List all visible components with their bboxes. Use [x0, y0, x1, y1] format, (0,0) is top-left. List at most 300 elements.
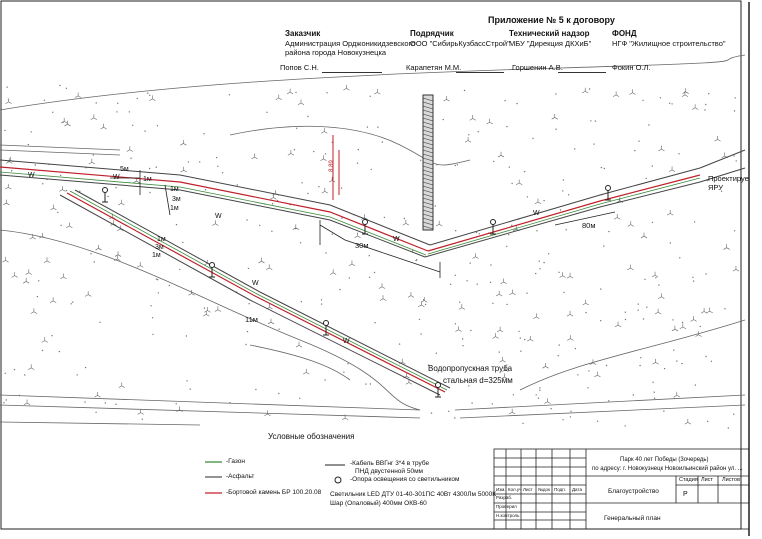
survey-point — [142, 419, 143, 420]
survey-point — [589, 88, 590, 89]
survey-point — [266, 112, 267, 113]
tree-symbol — [408, 292, 414, 297]
stamp-sheets-header: Листов — [722, 477, 740, 483]
tree-symbol — [252, 154, 258, 159]
survey-point — [420, 333, 421, 334]
survey-point — [640, 357, 641, 358]
tree-symbol — [380, 295, 386, 300]
survey-point — [575, 348, 576, 349]
legend-ball: Шар (Опаловый) 400мм ОКВ-60 — [330, 500, 427, 507]
culvert-structure — [423, 95, 433, 230]
survey-point — [555, 129, 556, 130]
survey-point — [357, 163, 358, 164]
survey-point — [296, 128, 297, 129]
survey-point — [681, 363, 682, 364]
survey-point — [152, 334, 153, 335]
tree-symbol — [60, 273, 66, 278]
vertical-marker-label: 8.89 — [328, 160, 335, 172]
legend-title: Условные обозначения — [268, 432, 355, 441]
legend-lawn: -Газон — [226, 458, 245, 465]
survey-point — [633, 394, 634, 395]
survey-point — [692, 277, 693, 278]
dim-3m: 3м — [172, 196, 181, 203]
survey-point — [470, 330, 471, 331]
stamp-col-ndoc: №док — [538, 487, 550, 492]
tree-symbol — [96, 245, 102, 250]
survey-point — [222, 172, 223, 173]
survey-point — [682, 322, 683, 323]
survey-point — [634, 150, 635, 151]
survey-point — [595, 120, 596, 121]
stamp-project-line2: по адресу: г. Новокузнецк Новоильинский район ул. ... — [592, 466, 743, 472]
tree-symbol — [61, 118, 67, 123]
survey-point — [60, 175, 61, 176]
dim-80m: 80м — [582, 221, 596, 230]
survey-point — [307, 116, 308, 117]
survey-point — [518, 331, 519, 332]
survey-point — [52, 112, 53, 113]
survey-point — [570, 411, 571, 412]
survey-point — [562, 419, 563, 420]
survey-point — [190, 388, 191, 389]
tree-symbol — [496, 291, 502, 296]
survey-point — [204, 307, 205, 308]
survey-point — [6, 399, 7, 400]
survey-point — [72, 301, 73, 302]
survey-point — [71, 303, 72, 304]
survey-point — [652, 382, 653, 383]
survey-point — [176, 403, 177, 404]
survey-point — [524, 339, 525, 340]
existing-label-line1: Проектируе — [708, 174, 749, 183]
dim-1m-a: 1м — [143, 176, 152, 183]
survey-point — [374, 322, 375, 323]
survey-point — [6, 86, 7, 87]
tree-symbol — [85, 291, 91, 296]
survey-point — [3, 402, 4, 403]
survey-point — [506, 304, 507, 305]
survey-point — [90, 253, 91, 254]
tree-symbol — [692, 104, 698, 109]
survey-point — [60, 225, 61, 226]
tree-symbol — [552, 114, 558, 119]
survey-point — [708, 93, 709, 94]
survey-point — [462, 338, 463, 339]
tree-symbol — [59, 186, 65, 191]
survey-point — [169, 285, 170, 286]
tree-symbol — [641, 233, 647, 238]
survey-point — [11, 170, 12, 171]
survey-point — [724, 308, 725, 309]
survey-point — [107, 196, 108, 197]
tree-symbol — [127, 146, 133, 151]
tree-symbol — [685, 419, 691, 424]
tree-symbol — [567, 311, 573, 316]
tree-symbol — [653, 359, 659, 364]
survey-point — [299, 398, 300, 399]
survey-point — [455, 275, 456, 276]
survey-point — [520, 351, 521, 352]
survey-point — [147, 92, 148, 93]
tree-symbol — [23, 278, 29, 283]
survey-point — [459, 302, 460, 303]
survey-point — [318, 186, 319, 187]
survey-point — [563, 292, 564, 293]
survey-point — [644, 279, 645, 280]
tree-symbol — [180, 140, 186, 145]
survey-point — [648, 124, 649, 125]
tree-symbol — [330, 269, 336, 274]
tree-symbol — [629, 89, 635, 94]
light-pole-lamp — [363, 220, 368, 225]
survey-point — [652, 165, 653, 166]
tree-symbol — [627, 265, 633, 270]
survey-point — [217, 166, 218, 167]
survey-point — [543, 262, 544, 263]
survey-point — [341, 218, 342, 219]
light-pole-lamp — [210, 263, 215, 268]
survey-point — [156, 278, 157, 279]
tree-symbol — [379, 283, 385, 288]
survey-point — [471, 402, 472, 403]
stamp-role-checker: Проверил — [496, 504, 517, 509]
tree-symbol — [567, 335, 573, 340]
drawing-frame — [1, 1, 741, 529]
dim-1m-c: 1м — [170, 205, 179, 212]
light-pole-lamp — [436, 383, 441, 388]
survey-point — [382, 141, 383, 142]
tree-symbol — [266, 264, 272, 269]
tree-symbol — [3, 200, 9, 205]
survey-point — [295, 92, 296, 93]
survey-point — [137, 98, 138, 99]
cable-marker-w3: W — [215, 213, 222, 220]
survey-point — [377, 126, 378, 127]
tree-symbol — [403, 220, 409, 225]
survey-point — [435, 205, 436, 206]
survey-point — [522, 423, 523, 424]
tree-symbol — [138, 409, 144, 414]
survey-point — [416, 259, 417, 260]
tree-symbol — [674, 392, 680, 397]
tree-symbol — [628, 221, 634, 226]
tree-symbol — [707, 308, 713, 313]
survey-point — [37, 296, 38, 297]
tree-symbol — [567, 273, 573, 278]
survey-point — [559, 344, 560, 345]
dim-5m: 5м — [120, 166, 129, 173]
survey-point — [66, 88, 67, 89]
survey-point — [203, 133, 204, 134]
survey-point — [371, 169, 372, 170]
survey-point — [384, 217, 385, 218]
survey-point — [369, 277, 370, 278]
tree-symbol — [50, 205, 56, 210]
survey-point — [539, 261, 540, 262]
survey-point — [14, 369, 15, 370]
survey-point — [562, 190, 563, 191]
tree-symbols — [3, 85, 739, 424]
light-poles — [102, 186, 611, 398]
light-pole-lamp — [103, 188, 108, 193]
legend-curb: -Бортовой камень БР 100.20.08 — [226, 489, 322, 496]
survey-point — [399, 343, 400, 344]
culvert-label-line2: стальная d=325мм — [443, 376, 513, 385]
survey-point — [374, 272, 375, 273]
survey-point — [462, 345, 463, 346]
survey-point — [506, 126, 507, 127]
contractor-body: ООО "СибирьКузбассСтрой" — [410, 39, 510, 48]
supervision-title: Технический надзор — [509, 29, 590, 38]
tree-symbol — [501, 278, 507, 283]
survey-point — [332, 234, 333, 235]
survey-point — [601, 167, 602, 168]
survey-point — [694, 221, 695, 222]
survey-point — [563, 179, 564, 180]
survey-point — [248, 303, 249, 304]
survey-point — [255, 389, 256, 390]
survey-point — [577, 374, 578, 375]
survey-point — [367, 126, 368, 127]
survey-point — [560, 209, 561, 210]
tree-symbol — [5, 184, 11, 189]
survey-point — [99, 322, 100, 323]
stamp-sheet-name: Генеральный план — [604, 515, 661, 522]
survey-point — [93, 154, 94, 155]
survey-point — [5, 373, 6, 374]
survey-point — [654, 398, 655, 399]
tree-symbol — [203, 311, 209, 316]
survey-point — [499, 351, 500, 352]
survey-point — [272, 203, 273, 204]
survey-point — [490, 282, 491, 283]
survey-point — [321, 303, 322, 304]
tree-symbol — [652, 272, 658, 277]
legend-pole-swatch — [335, 477, 341, 483]
tree-symbol — [516, 180, 522, 185]
survey-point — [693, 280, 694, 281]
survey-point — [94, 261, 95, 262]
tree-symbol — [215, 306, 221, 311]
survey-point — [66, 190, 67, 191]
tree-symbol — [374, 89, 380, 94]
tree-symbol — [533, 313, 539, 318]
survey-point — [548, 253, 549, 254]
survey-point — [538, 398, 539, 399]
survey-point — [115, 404, 116, 405]
existing-label-line2: ЯРУ — [708, 183, 724, 192]
tree-symbol — [119, 382, 125, 387]
dim-11m: 11м — [245, 315, 258, 324]
survey-point — [587, 387, 588, 388]
cable-marker-w1: W — [28, 172, 35, 179]
survey-point — [655, 277, 656, 278]
survey-point — [492, 403, 493, 404]
tree-symbol — [594, 372, 600, 377]
tree-symbol — [44, 257, 50, 262]
survey-point — [646, 178, 647, 179]
tree-symbol — [296, 342, 302, 347]
dim-1m-e: 1м — [152, 252, 161, 259]
survey-point — [728, 427, 729, 428]
tree-symbol — [669, 166, 675, 171]
contractor-title: Подрядчик — [410, 29, 454, 38]
survey-point — [652, 222, 653, 223]
survey-point — [625, 425, 626, 426]
tree-symbol — [614, 214, 620, 219]
tree-symbol — [100, 124, 106, 129]
survey-points — [3, 85, 737, 429]
survey-point — [476, 232, 477, 233]
culvert-label-line1: Водопропускная труба — [428, 364, 513, 373]
survey-point — [404, 218, 405, 219]
terrain-contours — [0, 55, 745, 425]
stamp-project-line1: Парк 40 лет Победы (3очередь) — [620, 457, 709, 463]
survey-point — [84, 401, 85, 402]
tree-symbol — [343, 85, 349, 90]
tree-symbol — [12, 272, 18, 277]
survey-point — [176, 224, 177, 225]
survey-point — [734, 110, 735, 111]
survey-point — [588, 370, 589, 371]
survey-point — [600, 288, 601, 289]
appendix-title: Приложение № 5 к договору — [488, 15, 615, 25]
survey-point — [532, 138, 533, 139]
survey-point — [671, 103, 672, 104]
survey-point — [454, 417, 455, 418]
survey-point — [608, 231, 609, 232]
survey-point — [736, 160, 737, 161]
dim-3m-b: 3м — [155, 244, 164, 251]
survey-point — [347, 363, 348, 364]
survey-point — [493, 161, 494, 162]
survey-point — [643, 318, 644, 319]
survey-point — [157, 125, 158, 126]
survey-point — [425, 304, 426, 305]
tree-symbol — [212, 220, 218, 225]
tree-symbol — [421, 297, 427, 302]
survey-point — [95, 412, 96, 413]
survey-point — [735, 97, 736, 98]
survey-point — [492, 303, 493, 304]
survey-point — [516, 103, 517, 104]
tree-symbol — [527, 336, 533, 341]
tree-symbol — [680, 323, 686, 328]
tree-symbol — [42, 337, 48, 342]
tree-symbol — [75, 92, 81, 97]
survey-point — [660, 97, 661, 98]
survey-point — [639, 365, 640, 366]
dim-1m-d: 1м — [157, 236, 166, 243]
survey-point — [663, 410, 664, 411]
tree-symbol — [667, 210, 673, 215]
survey-point — [115, 187, 116, 188]
survey-point — [638, 141, 639, 142]
signature-3: Горшенин А.В. — [512, 63, 563, 72]
tree-symbol — [298, 99, 304, 104]
dim-30m: 30м — [355, 241, 369, 250]
stamp-col-podp: Подп. — [554, 487, 566, 492]
fund-body: НГФ "Жилищное строительство" — [612, 39, 726, 48]
tree-symbol — [91, 114, 97, 119]
survey-point — [96, 102, 97, 103]
tree-symbol — [655, 309, 661, 314]
survey-point — [35, 164, 36, 165]
light-pole-lamp — [324, 321, 329, 326]
survey-point — [604, 168, 605, 169]
fund-title: ФОНД — [612, 29, 637, 38]
survey-point — [443, 119, 444, 120]
survey-point — [733, 414, 734, 415]
survey-point — [229, 94, 230, 95]
tree-symbol — [509, 289, 515, 294]
tree-symbol — [691, 316, 697, 321]
tree-symbol — [303, 369, 309, 374]
survey-point — [672, 319, 673, 320]
cable-marker-w7: W — [393, 236, 400, 243]
survey-point — [365, 383, 366, 384]
survey-point — [149, 192, 150, 193]
tree-symbol — [465, 137, 471, 142]
tree-symbol — [149, 95, 155, 100]
survey-point — [600, 320, 601, 321]
tree-symbol — [50, 297, 56, 302]
stamp-stage-header: Стадия — [679, 477, 698, 483]
tree-symbol — [733, 266, 739, 271]
survey-point — [42, 350, 43, 351]
survey-point — [246, 219, 247, 220]
survey-point — [419, 319, 420, 320]
tree-symbol — [355, 232, 361, 237]
stamp-col-list: Лист — [523, 487, 533, 492]
stamp-col-izm: Изм. — [496, 487, 506, 492]
survey-point — [156, 167, 157, 168]
survey-point — [539, 268, 540, 269]
tree-symbol — [65, 121, 71, 126]
tree-symbol — [329, 177, 335, 182]
survey-point — [245, 344, 246, 345]
survey-point — [625, 319, 626, 320]
tree-symbol — [268, 319, 274, 324]
survey-point — [343, 372, 344, 373]
survey-point — [42, 183, 43, 184]
survey-point — [646, 307, 647, 308]
stamp-col-date: Дата — [572, 487, 582, 492]
survey-point — [301, 301, 302, 302]
survey-point — [182, 242, 183, 243]
survey-point — [678, 153, 679, 154]
survey-point — [568, 194, 569, 195]
survey-point — [707, 421, 708, 422]
tree-symbol — [322, 188, 328, 193]
tree-symbol — [288, 150, 294, 155]
survey-point — [679, 257, 680, 258]
survey-point — [116, 111, 117, 112]
tree-symbol — [455, 326, 461, 331]
survey-point — [349, 277, 350, 278]
tree-symbol — [658, 146, 664, 151]
survey-point — [149, 168, 150, 169]
signature-line-1 — [322, 72, 382, 73]
survey-point — [326, 92, 327, 93]
survey-point — [186, 380, 187, 381]
survey-point — [570, 416, 571, 417]
tree-symbol — [89, 159, 95, 164]
cable-marker-w4: W — [252, 280, 259, 287]
survey-point — [558, 355, 559, 356]
survey-point — [574, 148, 575, 149]
survey-point — [513, 394, 514, 395]
